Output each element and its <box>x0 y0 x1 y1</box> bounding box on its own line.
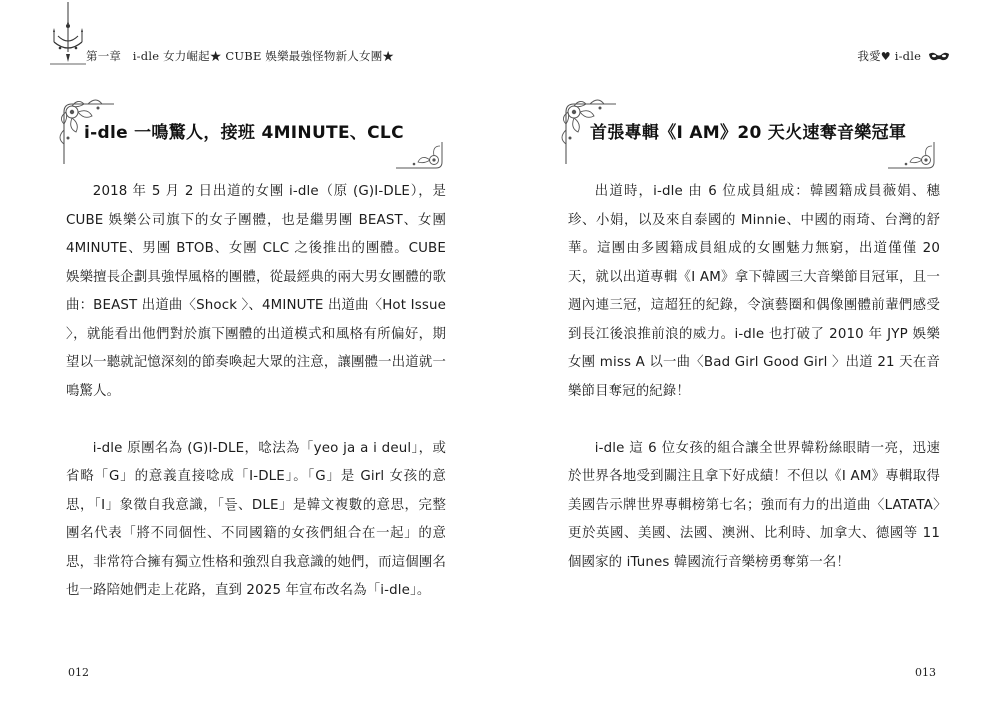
heart-icon: ♥ <box>880 50 891 63</box>
paragraph: 2018 年 5 月 2 日出道的女團 i-dle（原 (G)I-DLE），是 CUBE 娛樂公司旗下的女子團體，也是繼男團 BEAST、女團 4MINUTE、男團 BTOB、女團 CLC 之後推出的團體。CUBE 娛樂擅長企劃具強悍風格的團體，從最經典的兩大男女團體的歌曲：BEAST 出道曲〈Shock 〉、4MINUTE 出道曲〈Hot Issue 〉，就能看出他們對於旗下團體的出道模式和風格有所偏好，期望以一聽就記憶深刻的節奏喚起大眾的注意，讓團體一出道就一鳴驚人。 <box>66 184 446 399</box>
section-title: 首張專輯《I AM》20 天火速奪音樂冠軍 <box>590 123 907 143</box>
running-head-suffix: i-dle <box>894 49 922 63</box>
chandelier-icon <box>50 2 86 66</box>
running-head: 第一章 i-dle 女力崛起★ CUBE 娛樂最強怪物新人女團★ <box>86 49 395 63</box>
section-title-box <box>560 98 938 168</box>
right-page <box>500 0 1000 709</box>
section-title-box <box>58 98 446 168</box>
floral-ornament-icon <box>396 142 446 170</box>
body-text <box>66 178 446 606</box>
paragraph: i-dle 原團名為 (G)I-DLE，唸法為「yeo ja a i deul」，或省略「G」的意義直接唸成「I-DLE」。「G」是 Girl 女孩的意思，「I」象徵自我意識，「들、DLE」是韓文複數的意思，完整團名代表「將不同個性、不同國籍的女孩們組合在一起」的意思，非常符合擁有獨立性格和強烈自我意識的她們，而這個團名也一路陪她們走上花路，直到 2025 年宣布改名為「i-dle」。 <box>66 440 446 598</box>
masquerade-mask-icon <box>928 51 950 63</box>
section-title: i-dle 一鳴驚人，接班 4MINUTE、CLC <box>84 123 404 143</box>
running-head-text: 我愛 <box>857 49 881 63</box>
page-number: 012 <box>68 666 89 679</box>
paragraph: i-dle 這 6 位女孩的組合讓全世界韓粉絲眼睛一亮，迅速於世界各地受到關注且拿下好成績！不但以《I AM》專輯取得美國告示牌世界專輯榜第七名；強而有力的出道曲〈LATATA〉更於英國、美國、法國、澳洲、比利時、加拿大、德國等 11 個國家的 iTunes 韓國流行音樂榜勇奪第一名！ <box>568 440 940 570</box>
running-head <box>857 48 950 64</box>
floral-ornament-icon <box>888 142 938 170</box>
page-number: 013 <box>915 666 936 679</box>
body-text <box>568 178 940 577</box>
paragraph: 出道時，i-dle 由 6 位成員組成：韓國籍成員薇娟、穗珍、小娟，以及來自泰國的 Minnie、中國的雨琦、台灣的舒華。這團由多國籍成員組成的女團魅力無窮，出道僅僅 20 天，就以出道專輯《I AM》拿下韓國三大音樂節目冠軍，且一週內連三冠，這超狂的紀錄，令演藝圈和偶像團體前輩們感受到長江後浪推前浪的威力。i-dle 也打破了 2010 年 JYP 娛樂女團 miss A 以一曲〈Bad Girl Good Girl 〉出道 21 天在音樂節目奪冠的紀錄！ <box>568 184 940 399</box>
